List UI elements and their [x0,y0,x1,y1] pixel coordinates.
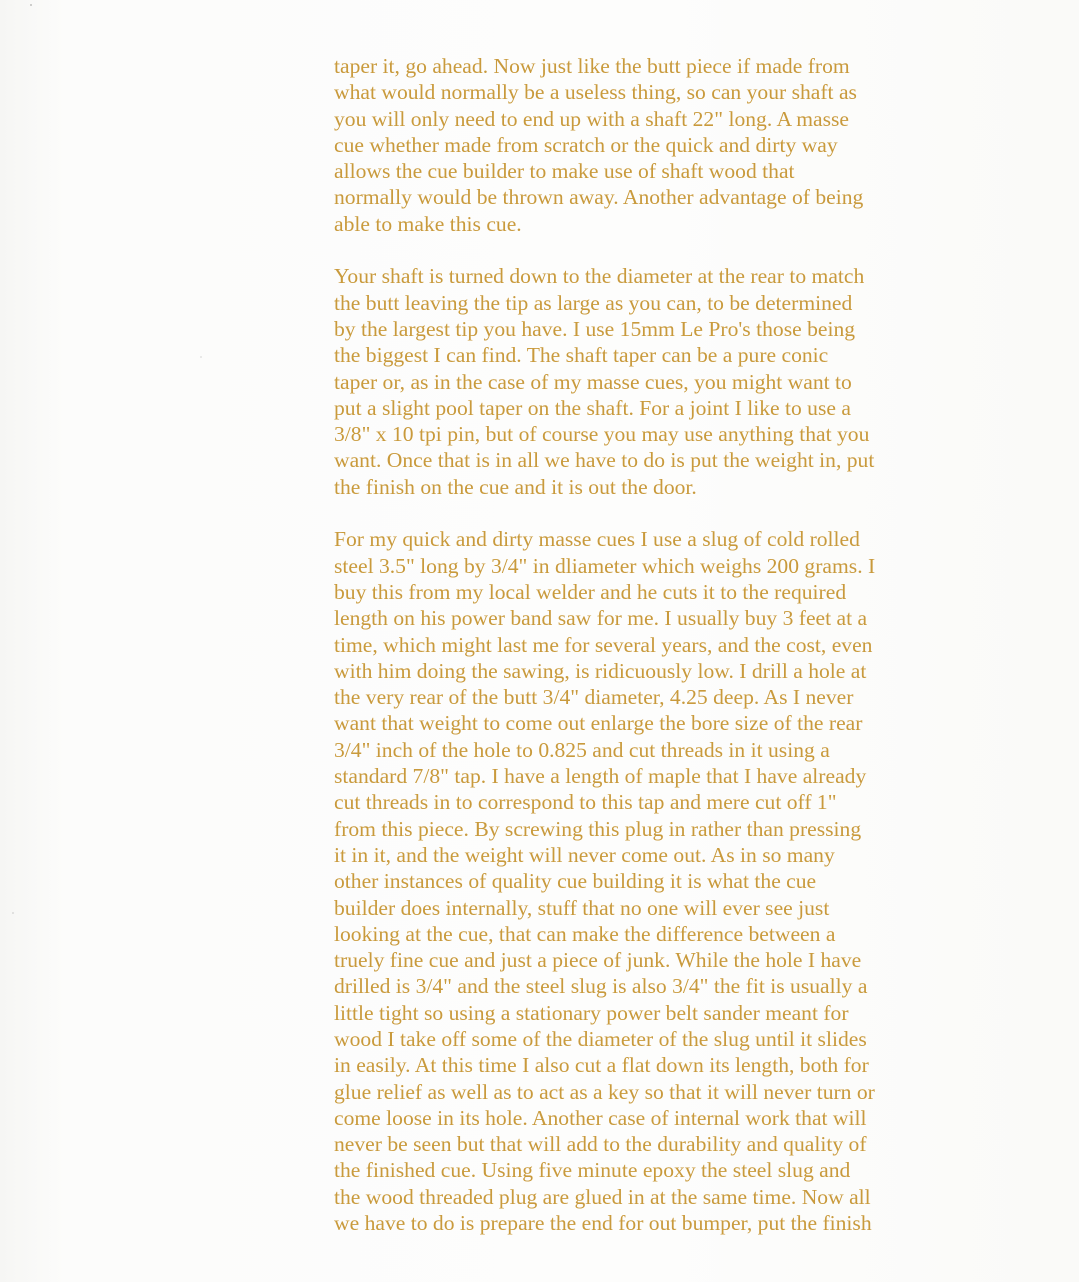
text-line: builder does internally, stuff that no one will ever see just [334,895,830,920]
text-line: from this piece. By screwing this plug in rather than pressing [334,816,862,841]
paragraph-2 [334,263,954,500]
text-line: little tight so using a stationary power belt sander meant for [334,1000,849,1025]
text-line: standard 7/8" tap. I have a length of maple that I have already [334,764,867,789]
text-line: taper it, go ahead. Now just like the butt piece if made from [334,54,850,78]
text-line: cut threads in to correspond to this tap and mere cut off 1" [334,790,837,815]
text-line: time, which might last me for several years, and the cost, even [334,632,873,657]
text-line: the butt leaving the tip as large as you can, to be determined [334,290,853,315]
text-line: able to make this cue. [334,211,522,236]
paragraph-1 [334,53,954,237]
text-line: taper or, as in the case of my masse cues, you might want to [334,369,852,394]
text-line: allows the cue builder to make use of shaft wood that [334,159,795,184]
text-line: want. Once that is in all we have to do is put the weight in, put [334,448,875,473]
text-line: For my quick and dirty masse cues I use a slug of cold rolled [334,527,860,552]
scan-speck [12,912,14,914]
text-line: the finished cue. Using five minute epoxy the steel slug and [334,1158,851,1183]
text-line: truely fine cue and just a piece of junk. While the hole I have [334,948,862,973]
text-line: normally would be thrown away. Another advantage of being [334,185,864,210]
text-line: wood I take off some of the diameter of the slug until it slides [334,1026,867,1051]
text-line: what would normally be a useless thing, so can your shaft as [334,80,857,105]
text-line: buy this from my local welder and he cuts it to the required [334,579,847,604]
text-line: the very rear of the butt 3/4" diameter, 4.25 deep. As I never [334,685,854,710]
text-line: 3/8" x 10 tpi pin, but of course you may use anything that you [334,422,870,447]
text-line: you will only need to end up with a shaft 22" long. A masse [334,106,850,131]
text-line: steel 3.5" long by 3/4" in dliameter which weighs 200 grams. I [334,553,876,578]
text-line: put a slight pool taper on the shaft. For a joint I like to use a [334,395,851,420]
text-line: Your shaft is turned down to the diameter at the rear to match [334,264,865,289]
scan-speck [30,4,32,6]
text-line: looking at the cue, that can make the difference between a [334,921,836,946]
text-line: the biggest I can find. The shaft taper can be a pure conic [334,343,829,368]
paragraph-3 [334,526,954,1236]
text-line: length on his power band saw for me. I usually buy 3 feet at a [334,606,868,631]
text-line: glue relief as well as to act as a key so that it will never turn or [334,1079,875,1104]
text-line: come loose in its hole. Another case of internal work that will [334,1105,867,1130]
text-line: the wood threaded plug are glued in at the same time. Now all [334,1184,871,1209]
text-line: it in it, and the weight will never come out. As in so many [334,842,835,867]
text-line: in easily. At this time I also cut a flat down its length, both for [334,1053,869,1078]
document-body [334,53,954,1263]
text-line: cue whether made from scratch or the quick and dirty way [334,132,838,157]
text-line: drilled is 3/4" and the steel slug is also 3/4" the fit is usually a [334,974,868,999]
text-line: with him doing the sawing, is ridicuously low. I drill a hole at [334,658,867,683]
text-line: by the largest tip you have. I use 15mm Le Pro's those being [334,316,856,341]
text-line: 3/4" inch of the hole to 0.825 and cut threads in it using a [334,737,830,762]
text-line: other instances of quality cue building it is what the cue [334,869,817,894]
text-line: never be seen but that will add to the durability and quality of [334,1132,867,1157]
text-line: want that weight to come out enlarge the bore size of the rear [334,711,863,736]
scan-speck [200,356,202,358]
text-line: we have to do is prepare the end for out bumper, put the finish [334,1211,872,1236]
text-line: the finish on the cue and it is out the door. [334,474,697,499]
